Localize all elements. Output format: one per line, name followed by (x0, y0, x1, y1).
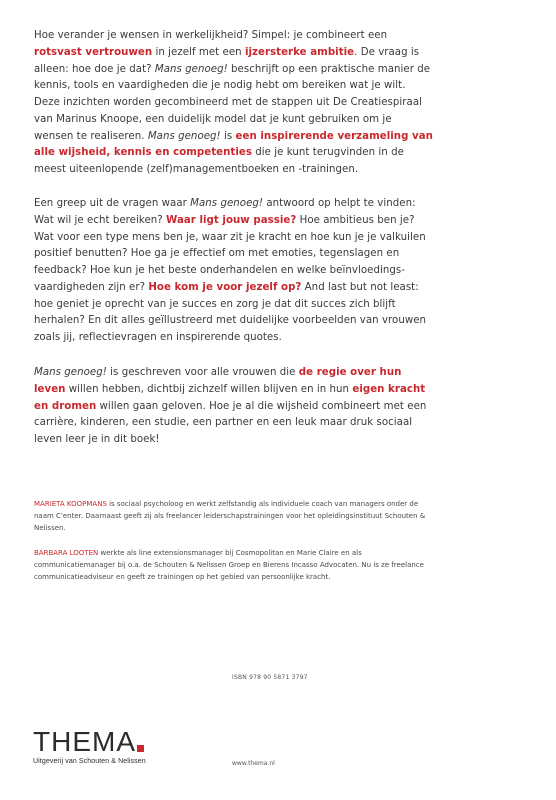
questions-paragraph (34, 196, 434, 347)
author-name: MARIETA KOOPMANS (34, 500, 107, 508)
book-title-italic: Mans genoeg! (190, 198, 264, 209)
book-title-italic: Mans genoeg! (147, 130, 221, 142)
intro-text: . De vraag is alleen: hoe doe je dat? (34, 46, 420, 75)
questions-text: Een greep uit de vragen waar (34, 198, 191, 209)
audience-highlight-1: de regie over hun leven (34, 367, 402, 395)
audience-text: willen hebben, dichtbij zichzelf willen blijven en in hun (65, 383, 353, 395)
intro-text: beschrijft op een praktische manier de kennis, tools en vaardigheden die je nodig hebt om bereiken wat je wilt. Deze inzichten worden gecombineerd met de stappen uit De Creatiespiraal van Marinus Knoope, een duidelijk model dat je kunt gebruiken om je wensen te realiseren. (34, 63, 431, 142)
author-name: BARBARA LOOTEN (34, 549, 99, 557)
audience-text: is geschreven voor alle vrouwen die (106, 367, 299, 378)
intro-text: is (220, 130, 236, 142)
questions-highlight-1: Waar ligt jouw passie? (166, 214, 297, 226)
publisher-logo (33, 727, 146, 765)
author-bio-looten (34, 547, 434, 583)
logo-text: THEMA (33, 726, 136, 757)
intro-text: die je kunt terugvinden in de meest uiteenlopende (zelf)managementboeken en -trainingen. (34, 147, 404, 175)
questions-text: Hoe ambitieus ben je? Wat voor een type mens ben je, waar zit je kracht en hoe kun je je valkuilen positief benutten? Hoe ga je effectief om met emoties, tegenslagen en feedback? Hoe kun je het beste onderhandelen en welke beïnvloedings-vaardigheden zijn er? (34, 214, 426, 293)
questions-highlight-2: Hoe kom je voor jezelf op? (148, 281, 302, 293)
author-bio-text: is sociaal psycholoog en werkt zelfstandig als individuele coach van managers onder de naam C'enter. Daarnaast geeft zij als freelancer leiderschapstrainingen voor het opleidingsinstituut Schouten & Nelissen. (34, 500, 426, 532)
intro-highlight-2: ijzersterke ambitie (244, 46, 355, 58)
publisher-website: www.thema.nl (232, 760, 275, 767)
audience-text: willen gaan geloven. Hoe je al die wijsheid combineert met een carrière, kinderen, een studie, een partner en een leuk maar druk sociaal leven leer je in dit boek! (34, 400, 427, 445)
intro-highlight-1: rotsvast vertrouwen (34, 46, 153, 58)
author-bio-text: werkte als line extensionsmanager bij Cosmopolitan en Marie Claire en als communicatiemanager bij o.a. de Schouten & Nelissen Groep en Bierens Incasso Advocaten. Nu is ze freelance communicatieadviseur en geeft ze trainingen op het gebied van persoonlijke kracht. (34, 549, 424, 581)
isbn: ISBN 978 90 5871 3797 (232, 674, 308, 681)
intro-paragraph (34, 28, 434, 179)
logo-dot (137, 745, 144, 752)
audience-highlight-2: eigen kracht en dromen (34, 383, 426, 412)
book-title-italic: Mans genoeg! (154, 63, 228, 75)
book-title-italic: Mans genoeg! (34, 367, 107, 378)
questions-text: And last but not least: hoe geniet je oprecht van je succes en zorg je dat dit succes zich blijft herhalen? En dit alles geïllustreerd met duidelijke voorbeelden van vrouwen zoals jij, reflectievragen en inspirerende quotes. (34, 281, 427, 343)
intro-highlight-3: een inspirerende verzameling van alle wijsheid, kennis en competenties (34, 130, 433, 159)
intro-text: in jezelf met een (152, 46, 245, 58)
audience-paragraph (34, 365, 434, 449)
author-bio-koopmans (34, 498, 434, 534)
publisher-subtitle: Uitgeverij van Schouten & Nelissen (33, 758, 146, 765)
questions-text: antwoord op helpt te vinden: Wat wil je echt bereiken? (34, 198, 416, 226)
intro-text: Hoe verander je wensen in werkelijkheid? Simpel: je combineert een (34, 30, 388, 41)
